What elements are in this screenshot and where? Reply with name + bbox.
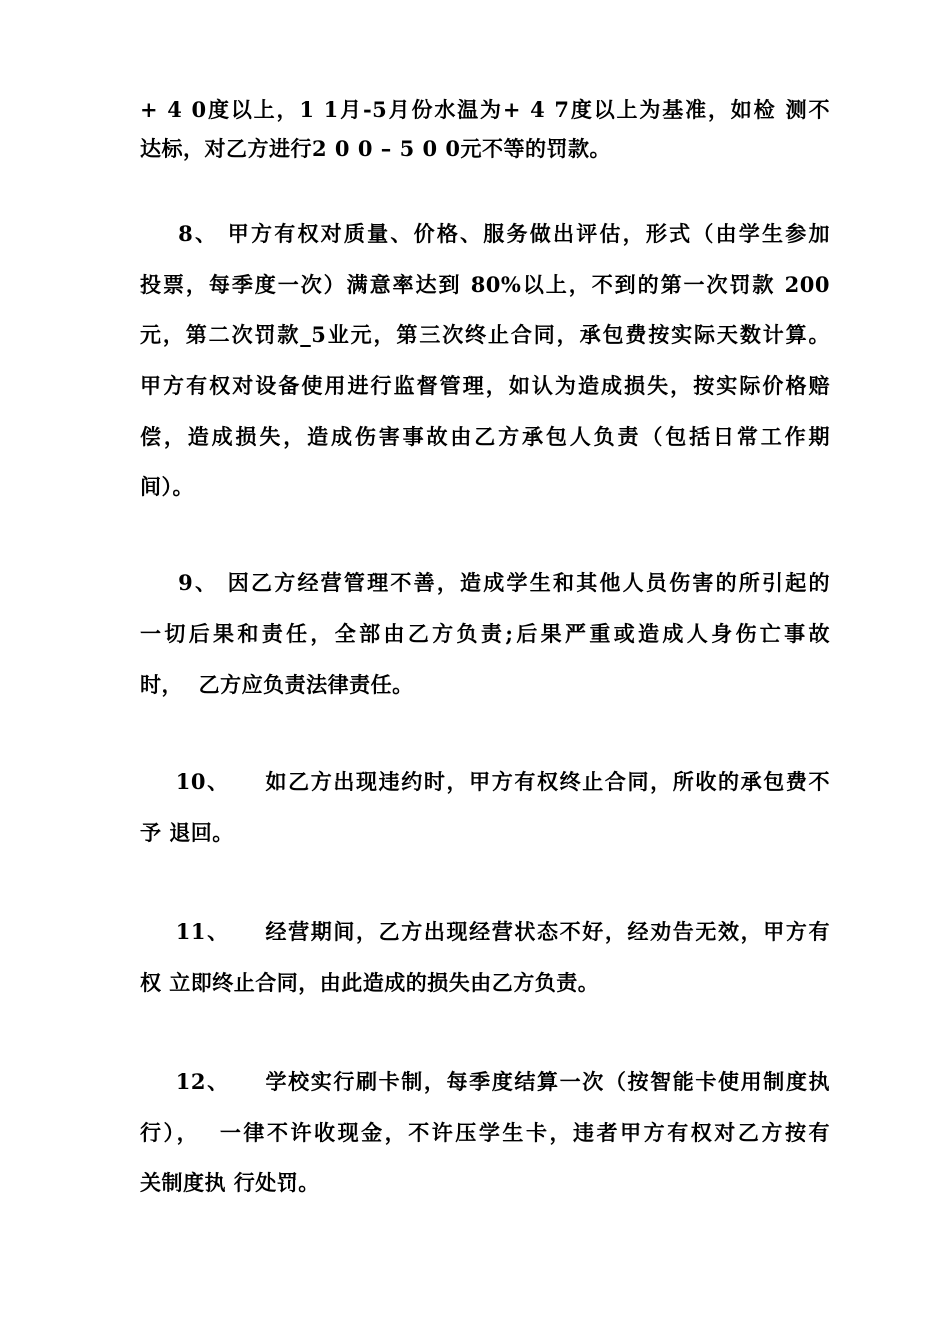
- text-line: 甲方有权对设备使用进行监督管理，如认为造成损失，按实际价格赔: [140, 373, 830, 398]
- text-line: 偿，造成损失，造成伤害事故由乙方承包人负责（包括日常工作期: [140, 424, 830, 449]
- text-line: 元，第二次罚款_5业元，第三次终止合同，承包费按实际天数计算。: [140, 322, 830, 347]
- text-line: 8、 甲方有权对质量、价格、服务做出评估，形式（由学生参加: [140, 221, 830, 246]
- text-line: 一切后果和责任，全部由乙方负责;后果严重或造成人身伤亡事故: [140, 621, 830, 646]
- text-line: 权 立即终止合同，由此造成的损失由乙方负责。: [140, 970, 600, 995]
- text-line: 行）， 一律不许收现金，不许压学生卡，违者甲方有权对乙方按有: [140, 1120, 830, 1145]
- text-line: + 4 0度以上，1 1月-5月份水温为+ 4 7度以上为基准，如检 测不: [140, 97, 830, 122]
- text-line: 间）。: [140, 474, 194, 499]
- text-line: 9、 因乙方经营管理不善，造成学生和其他人员伤害的所引起的: [140, 570, 830, 595]
- text-line: 投票，每季度一次）满意率达到 80%以上，不到的第一次罚款 200: [140, 272, 830, 297]
- text-line: 时， 乙方应负责法律责任。: [140, 672, 414, 697]
- text-line: 10、 如乙方出现违约时，甲方有权终止合同，所收的承包费不: [140, 769, 830, 794]
- text-line: 12、 学校实行刷卡制，每季度结算一次（按智能卡使用制度执: [140, 1069, 830, 1094]
- text-line: 予 退回。: [140, 820, 234, 845]
- text-line: 关制度执 行处罚。: [140, 1170, 320, 1195]
- text-line: 达标，对乙方进行2 0 0 – 5 0 0元不等的罚款。: [140, 136, 612, 161]
- text-line: 11、 经营期间，乙方出现经营状态不好，经劝告无效，甲方有: [140, 919, 830, 944]
